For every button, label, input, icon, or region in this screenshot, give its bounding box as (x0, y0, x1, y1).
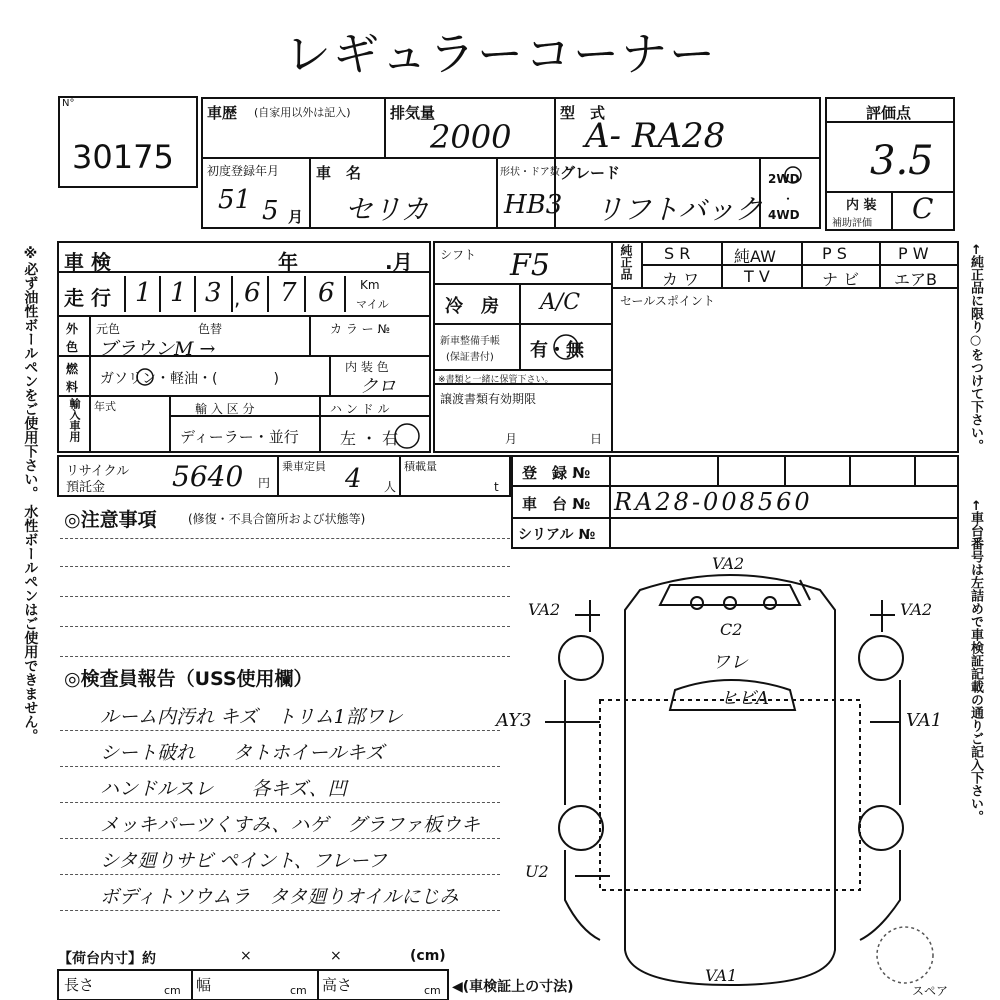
model-value: A- RA28 (585, 116, 726, 156)
report-line-2: シート破れ タトホイールキズ (100, 742, 385, 764)
interior-label: 内 装 (846, 198, 877, 213)
sales-point-label: セールスポイント (620, 294, 715, 308)
side-right-note-2: ←車台番号は左詰めで車検証記載の通りご記入下さい。 (968, 500, 983, 823)
genuine-r2-1: カ ワ (662, 270, 700, 289)
import-type-label: 輸 入 区 分 (195, 402, 255, 416)
grade-value: リフトバック (595, 193, 763, 226)
shaken-year: 年 (278, 250, 298, 274)
cargo-cm-3: cm (424, 984, 441, 997)
score-value: 3.5 (870, 138, 934, 184)
first-reg-label: 初度登録年月 (207, 164, 280, 178)
shift-label: シフト (440, 248, 477, 262)
mileage-unit-km: Km (360, 278, 380, 292)
int-color-value: クロ (360, 376, 396, 397)
report-line-5: シタ廻りサビ ペイント、フレーフ (100, 850, 387, 872)
handle-value: 左 ・ 右 (340, 429, 399, 448)
genuine-label: 純正品 (619, 244, 633, 280)
color-original-label: 元色 (96, 322, 121, 336)
report-rule-2 (60, 766, 500, 767)
notes-line-3 (60, 596, 510, 597)
capacity-label: 乗車定員 (282, 460, 326, 473)
diagram-bottom: VA1 (705, 966, 738, 985)
recycle-label-2: 預託金 (66, 480, 106, 495)
car-name-label: 車 名 (316, 164, 362, 182)
diagram-va1-right: VA1 (906, 710, 943, 731)
interior-value: C (912, 192, 934, 225)
genuine-r1-3: P S (822, 244, 847, 263)
interior-sublabel: 補助評価 (832, 218, 872, 229)
cargo-x1: × (240, 948, 252, 964)
lot-number: 30175 (72, 138, 174, 176)
fuel-value: ガソリン・軽油・( ) (100, 371, 279, 387)
genuine-r2-3: ナ ビ (822, 270, 860, 289)
notes-line-5 (60, 656, 510, 657)
displacement-value: 2000 (430, 118, 512, 156)
manual-note: ※書類と一緒に保管下さい。 (438, 375, 554, 385)
lot-label: N° (62, 98, 75, 109)
recycle-unit: 円 (258, 476, 271, 490)
first-reg-month: 5 (262, 196, 279, 226)
ac-value: A/C (540, 290, 581, 315)
import-year-label: 年式 (94, 400, 116, 413)
diagram-hiba: ヒビA (720, 688, 769, 709)
manual-label: 新車整備手帳 (440, 336, 500, 347)
genuine-r1-4: P W (898, 244, 929, 263)
model-label: 型 式 (560, 104, 606, 122)
page-title: レギュラーコーナー (285, 27, 717, 81)
diagram-ay3: AY3 (496, 710, 532, 731)
report-rule-4 (60, 838, 500, 839)
int-color-label: 内 装 色 (345, 360, 389, 374)
shift-value: F5 (510, 248, 550, 283)
grade-label: グレード (560, 164, 621, 182)
genuine-r1-1: S R (664, 244, 691, 263)
genuine-r1-2: 純AW (734, 247, 776, 266)
diagram-right-top: VA2 (900, 600, 933, 619)
drive-2wd: 2WD (768, 172, 800, 186)
notes-line-4 (60, 626, 510, 627)
mileage-digit-6: 6 (318, 278, 335, 308)
first-reg-month-unit: 月 (288, 208, 304, 226)
transfer-month: 月 (505, 432, 518, 446)
report-line-1: ルーム内汚れ キズ トリム1部ワレ (100, 706, 403, 728)
notes-title: ◎注意事項 (64, 509, 157, 531)
mileage-digit-1: 1 (135, 278, 152, 308)
report-rule-5 (60, 874, 500, 875)
recycle-value: 5640 (172, 460, 244, 493)
mileage-digit-4: 6 (244, 278, 261, 308)
transfer-label: 譲渡書類有効期限 (440, 392, 537, 406)
color-value: ブラウンM → (98, 338, 216, 360)
car-name-value: セリカ (345, 193, 429, 226)
mileage-unit-mile: マイル (356, 298, 389, 311)
genuine-r2-2: T V (744, 267, 770, 286)
diagram-crack: ワレ (712, 652, 748, 673)
manual-sublabel: (保証書付) (446, 352, 494, 363)
cargo-length: 長さ (64, 976, 95, 994)
diagram-u2: U2 (525, 862, 549, 881)
report-rule-6 (60, 910, 500, 911)
cargo-unit: (cm) (410, 948, 446, 964)
cargo-width: 幅 (196, 976, 212, 994)
mileage-sep: , (234, 286, 241, 310)
displacement-label: 排気量 (390, 104, 436, 122)
side-right-note-1: ←純正品に限り○をつけて下さい。 (968, 244, 983, 452)
load-unit: t (494, 480, 499, 494)
diagram-top: VA2 (712, 554, 745, 573)
serial-label: シリアル № (518, 527, 596, 543)
history-label: 車歴 (207, 104, 238, 122)
genuine-r2-4: エアB (894, 270, 937, 289)
notes-sub: (修復・不具合箇所および状態等) (188, 512, 366, 526)
recycle-label-1: リサイクル (66, 464, 130, 479)
history-note: (自家用以外は記入) (254, 106, 351, 119)
load-label: 積載量 (404, 460, 437, 473)
cargo-label: 【荷台内寸】約 (58, 951, 156, 967)
transfer-day: 日 (590, 432, 603, 446)
capacity-unit: 人 (384, 480, 397, 494)
color-label-2: 色 (66, 340, 79, 354)
body-type-label: 形状・ドア数 (500, 167, 560, 178)
chassis-value: RA28-008560 (614, 488, 813, 516)
color-code-label: カ ラ ー № (330, 322, 390, 336)
cargo-cm-2: cm (290, 984, 307, 997)
notes-line-2 (60, 566, 510, 567)
capacity-value: 4 (345, 464, 362, 494)
fuel-label-2: 料 (66, 380, 79, 394)
report-line-3: ハンドルスレ 各キズ、凹 (100, 778, 347, 800)
mileage-digit-3: 3 (205, 278, 222, 308)
report-title: ◎検査員報告（USS使用欄） (64, 668, 313, 690)
shaken-label: 車 検 (64, 250, 111, 274)
mileage-digit-5: 7 (280, 278, 297, 308)
color-label-1: 外 (66, 322, 79, 336)
mileage-digit-2: 1 (170, 278, 187, 308)
manual-value: 有・無 (530, 340, 584, 361)
cargo-note: ◀(車検証上の寸法) (452, 979, 574, 995)
fuel-label-1: 燃 (66, 362, 79, 376)
mileage-label: 走 行 (64, 286, 111, 310)
diagram-spare: スペア (912, 984, 949, 998)
report-rule-1 (60, 730, 500, 731)
diagram-c2: C2 (720, 620, 743, 639)
report-rule-3 (60, 802, 500, 803)
handle-label: ハ ン ド ル (330, 402, 390, 416)
shaken-month: .月 (385, 250, 413, 274)
first-reg-year: 51 (218, 185, 252, 215)
drive-4wd: 4WD (768, 208, 800, 222)
notes-line-1 (60, 538, 510, 539)
score-label: 評価点 (866, 104, 912, 122)
registration-label: 登 録 № (522, 464, 591, 482)
cargo-height: 高さ (322, 976, 353, 994)
cargo-cm-1: cm (164, 984, 181, 997)
color-change-label: 色替 (198, 322, 223, 336)
report-line-4: メッキパーツくすみ、ハゲ グラファ板ウキ (100, 814, 481, 836)
diagram-left-top: VA2 (528, 600, 561, 619)
side-left-note: ※必ず油性ボールペンをご使用下さい。 水性ボールペンはご使用できません。 (22, 246, 39, 743)
body-type-value: HB3 (504, 190, 563, 220)
ac-label: 冷 房 (445, 296, 499, 317)
report-line-6: ボディトソウムラ タタ廻りオイルにじみ (100, 886, 459, 908)
import-type-value: ディーラー・並行 (180, 428, 299, 446)
drive-dot: ・ (782, 192, 795, 206)
import-label: 輸入車用 (68, 398, 81, 442)
cargo-x2: × (330, 948, 342, 964)
chassis-label: 車 台 № (522, 495, 591, 513)
